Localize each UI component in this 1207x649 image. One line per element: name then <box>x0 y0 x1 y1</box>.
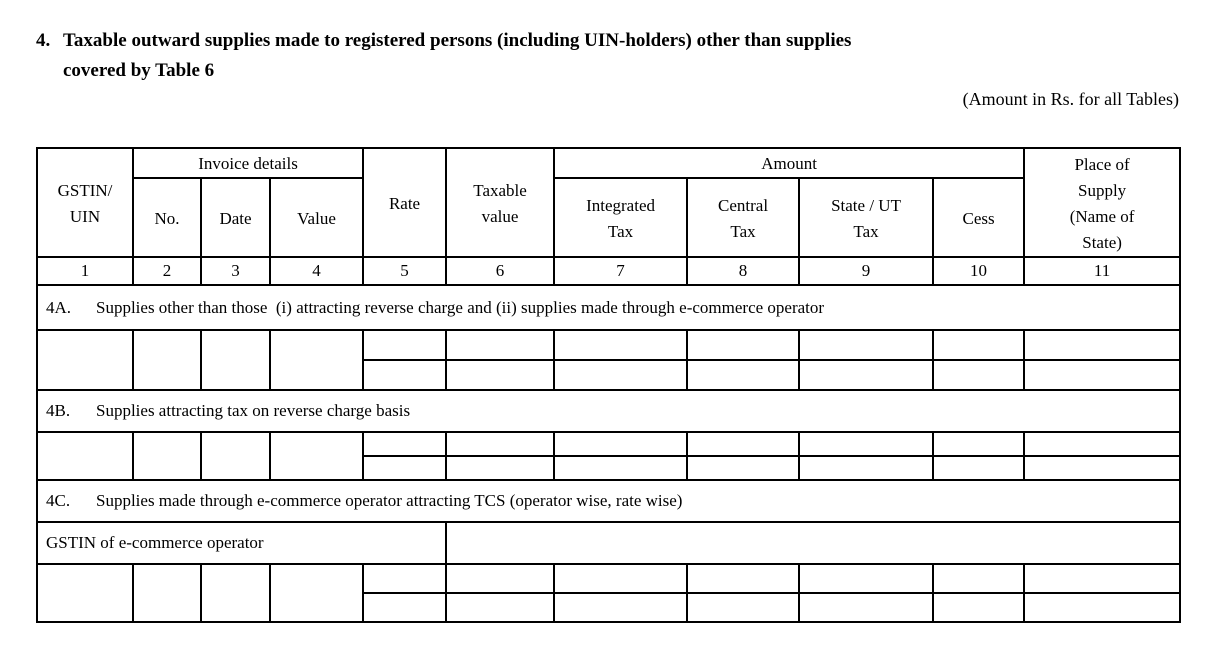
header-gstin-line2: UIN <box>69 206 101 226</box>
section-title-line1: Taxable outward supplies made to registered persons (including UIN-holders) other than supplies <box>63 30 852 51</box>
amount-note: (Amount in Rs. for all Tables) <box>962 89 1179 109</box>
cell-place-of-supply <box>1024 564 1180 593</box>
cell-cess <box>933 360 1024 390</box>
header-invoice-details: Invoice details <box>133 148 363 178</box>
ecommerce-gstin-row <box>37 522 1180 564</box>
cell-integrated-tax <box>554 593 687 622</box>
header-integrated-tax <box>554 178 687 257</box>
header-pos-line1: Place of <box>1074 154 1130 174</box>
cell-cess <box>933 432 1024 456</box>
cell-place-of-supply <box>1024 432 1180 456</box>
cell-rate <box>363 432 446 456</box>
cell-rate <box>363 330 446 360</box>
column-number: 5 <box>363 257 446 285</box>
header-central-tax <box>687 178 799 257</box>
cell-central-tax <box>687 432 799 456</box>
cell-state-ut-tax <box>799 456 933 480</box>
cell-invoice-no <box>133 432 201 480</box>
header-integrated-line1: Integrated <box>586 195 655 215</box>
cell-invoice-value <box>270 330 363 390</box>
cell-integrated-tax <box>554 456 687 480</box>
cell-rate <box>363 593 446 622</box>
section-4c-label: Supplies made through e-commerce operator attracting TCS (operator wise, rate wise) <box>96 491 683 510</box>
cell-invoice-no <box>133 330 201 390</box>
section-4a-code: 4A. <box>46 297 72 317</box>
cell-gstin <box>37 330 133 390</box>
header-integrated-line2: Tax <box>607 221 634 241</box>
cell-central-tax <box>687 593 799 622</box>
column-number: 10 <box>933 257 1024 285</box>
column-number-row <box>37 257 1180 285</box>
cell-integrated-tax <box>554 564 687 593</box>
cell-integrated-tax <box>554 330 687 360</box>
header-invoice-date: Date <box>201 178 270 257</box>
data-row-4a-1 <box>37 330 1180 360</box>
cell-taxable-value <box>446 432 554 456</box>
cell-invoice-date <box>201 330 270 390</box>
cell-invoice-date <box>201 432 270 480</box>
header-invoice-no: No. <box>133 178 201 257</box>
gstr1-table4 <box>36 147 1181 623</box>
header-central-line1: Central <box>718 195 769 215</box>
header-state-ut-line1: State / UT <box>831 195 901 215</box>
header-pos-line2: Supply <box>1077 180 1127 200</box>
column-number: 1 <box>37 257 133 285</box>
cell-place-of-supply <box>1024 593 1180 622</box>
cell-taxable-value <box>446 456 554 480</box>
cell-taxable-value <box>446 564 554 593</box>
column-number: 9 <box>799 257 933 285</box>
header-amount: Amount <box>554 148 1024 178</box>
ecommerce-gstin-label: GSTIN of e-commerce operator <box>37 522 446 564</box>
column-number: 6 <box>446 257 554 285</box>
section-4c-row <box>37 480 1180 522</box>
column-number: 2 <box>133 257 201 285</box>
cell-state-ut-tax <box>799 593 933 622</box>
header-group-row <box>37 148 1180 178</box>
data-row-4c-1 <box>37 564 1180 593</box>
header-taxable-line1: Taxable <box>473 180 527 200</box>
header-taxable-line2: value <box>481 206 519 226</box>
section-title-number: 4. <box>36 30 51 51</box>
header-state-ut-tax <box>799 178 933 257</box>
section-4a-label-cell <box>37 285 1180 330</box>
header-cess: Cess <box>933 178 1024 257</box>
cell-invoice-value <box>270 564 363 622</box>
cell-central-tax <box>687 564 799 593</box>
section-4b-label: Supplies attracting tax on reverse charge basis <box>96 401 411 420</box>
header-central-line2: Tax <box>730 221 756 241</box>
cell-rate <box>363 564 446 593</box>
cell-central-tax <box>687 456 799 480</box>
header-pos-line3: (Name of <box>1069 206 1135 226</box>
cell-taxable-value <box>446 593 554 622</box>
column-number: 8 <box>687 257 799 285</box>
section-4a-label: Supplies other than those (i) attracting reverse charge and (ii) supplies made through e-commerce operator <box>96 297 825 317</box>
ecommerce-gstin-value-cell <box>446 522 1180 564</box>
cell-cess <box>933 564 1024 593</box>
section-title-text <box>63 26 851 86</box>
cell-taxable-value <box>446 360 554 390</box>
header-pos-line4: State) <box>1082 232 1122 252</box>
cell-place-of-supply <box>1024 456 1180 480</box>
column-number: 4 <box>270 257 363 285</box>
section-title-line2: covered by Table 6 <box>63 60 215 81</box>
section-4a-row <box>37 285 1180 330</box>
section-4b-row <box>37 390 1180 432</box>
header-invoice-value: Value <box>270 178 363 257</box>
cell-integrated-tax <box>554 360 687 390</box>
header-state-ut-line2: Tax <box>853 221 879 241</box>
cell-cess <box>933 330 1024 360</box>
cell-place-of-supply <box>1024 360 1180 390</box>
section-4b-label-cell <box>37 390 1180 432</box>
cell-integrated-tax <box>554 432 687 456</box>
section-4b-code: 4B. <box>46 401 71 420</box>
cell-gstin <box>37 564 133 622</box>
header-place-of-supply <box>1024 148 1180 257</box>
cell-place-of-supply <box>1024 330 1180 360</box>
header-gstin-line1: GSTIN/ <box>57 180 113 200</box>
header-gstin-uin <box>37 148 133 257</box>
cell-invoice-no <box>133 564 201 622</box>
cell-cess <box>933 456 1024 480</box>
cell-state-ut-tax <box>799 432 933 456</box>
section-4c-code: 4C. <box>46 491 71 510</box>
header-rate: Rate <box>363 148 446 257</box>
header-sub-row <box>37 178 1180 257</box>
cell-state-ut-tax <box>799 330 933 360</box>
column-number: 3 <box>201 257 270 285</box>
cell-rate <box>363 456 446 480</box>
section-title <box>36 26 851 86</box>
cell-state-ut-tax <box>799 360 933 390</box>
cell-rate <box>363 360 446 390</box>
column-number: 7 <box>554 257 687 285</box>
cell-cess <box>933 593 1024 622</box>
cell-central-tax <box>687 330 799 360</box>
cell-central-tax <box>687 360 799 390</box>
cell-taxable-value <box>446 330 554 360</box>
cell-invoice-value <box>270 432 363 480</box>
section-4c-label-cell <box>37 480 1180 522</box>
cell-state-ut-tax <box>799 564 933 593</box>
cell-invoice-date <box>201 564 270 622</box>
header-taxable-value <box>446 148 554 257</box>
cell-gstin <box>37 432 133 480</box>
data-row-4b-1 <box>37 432 1180 456</box>
column-number: 11 <box>1024 257 1180 285</box>
